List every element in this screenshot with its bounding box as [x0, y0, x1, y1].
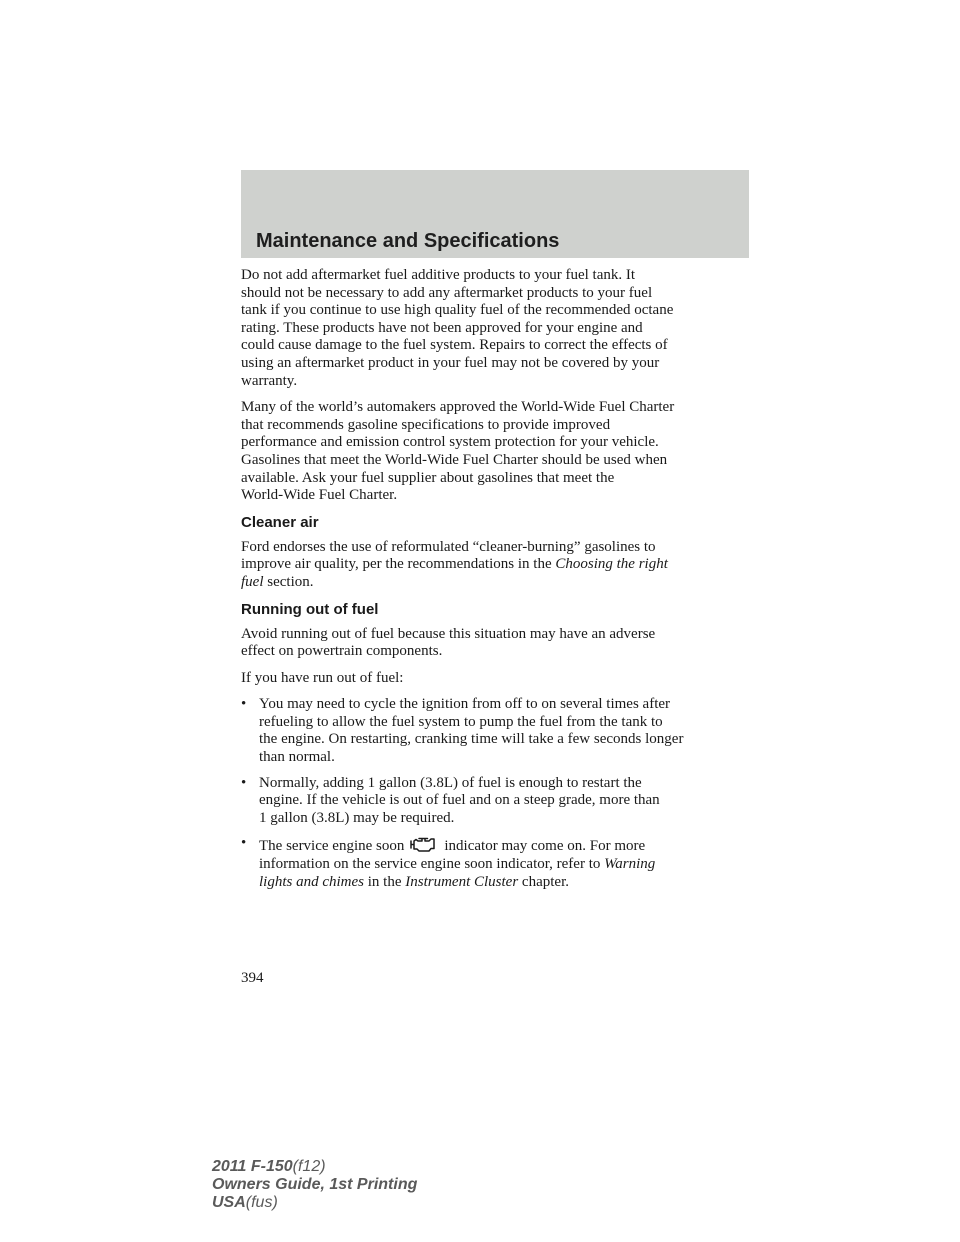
list-item	[241, 775, 749, 828]
text-line: performance and emission control system protection for your vehicle.	[241, 434, 659, 451]
footer-model: 2011 F-150	[212, 1158, 293, 1175]
text-fragment: in the	[364, 873, 406, 890]
page-body	[241, 267, 749, 899]
text-line: that recommends gasoline specifications to provide improved	[241, 416, 611, 433]
heading-running-out-of-fuel: Running out of fuel	[241, 600, 379, 618]
cross-reference: Choosing the right	[555, 556, 668, 573]
heading-cleaner-air: Cleaner air	[241, 513, 319, 531]
cross-reference: lights and chimes	[259, 873, 364, 890]
cross-reference: Instrument Cluster	[405, 873, 519, 890]
text-line: warranty.	[241, 372, 298, 389]
bullet-marker: •	[241, 696, 247, 713]
text-fragment: chapter.	[518, 873, 569, 890]
document-footer	[212, 1158, 417, 1212]
text-line: tank if you continue to use high quality fuel of the recommended octane	[241, 302, 674, 319]
text-line: You may need to cycle the ignition from off to on several times after	[259, 696, 671, 713]
text-line: the engine. On restarting, cranking time will take a few seconds longer	[259, 731, 684, 748]
bullet-list	[241, 696, 749, 891]
footer-model-code: (f12)	[292, 1158, 326, 1175]
text-line: Normally, adding 1 gallon (3.8L) of fuel is enough to restart the	[259, 774, 642, 791]
text-line: could cause damage to the fuel system. Repairs to correct the effects of	[241, 337, 668, 354]
cross-reference: Warning	[604, 856, 656, 873]
text-line: engine. If the vehicle is out of fuel and on a steep grade, more than	[259, 792, 660, 809]
text-line: Avoid running out of fuel because this situation may have an adverse	[241, 625, 656, 642]
list-item	[241, 835, 749, 891]
footer-region: USA	[212, 1194, 246, 1211]
text-line: Ford endorses the use of reformulated “cleaner-burning” gasolines to	[241, 538, 656, 555]
text-fragment: indicator may come on. For more	[444, 838, 646, 855]
text-line: refueling to allow the fuel system to pump the fuel from the tank to	[259, 713, 663, 730]
bullet-marker: •	[241, 774, 247, 791]
paragraph-running-out-lead: If you have run out of fuel:	[241, 669, 404, 686]
footer-line	[212, 1194, 417, 1212]
page-number: 394	[241, 970, 264, 986]
list-item	[241, 696, 749, 766]
footer-line	[212, 1158, 417, 1176]
text-line: than normal.	[259, 749, 335, 766]
text-line	[259, 856, 749, 874]
engine-icon	[408, 835, 438, 853]
text-line: 1 gallon (3.8L) may be required.	[259, 809, 455, 826]
paragraph-running-out-intro	[241, 626, 749, 661]
bullet-marker: •	[241, 835, 247, 852]
paragraph-fuel-additives	[241, 267, 749, 390]
text-line: effect on powertrain components.	[241, 643, 443, 660]
paragraph-cleaner-air	[241, 539, 749, 592]
text-fragment: section.	[263, 573, 314, 590]
text-fragment: The service engine soon	[259, 838, 405, 855]
text-fragment: information on the service engine soon indicator, refer to	[259, 856, 605, 873]
text-line: using an aftermarket product in your fuel may not be covered by your	[241, 354, 660, 371]
text-line: Do not add aftermarket fuel additive products to your fuel tank. It	[241, 267, 636, 283]
text-line	[259, 874, 749, 892]
text-line: rating. These products have not been approved for your engine and	[241, 319, 643, 336]
text-line: available. Ask your fuel supplier about gasolines that meet the	[241, 469, 615, 486]
text-line: Gasolines that meet the World-Wide Fuel Charter should be used when	[241, 451, 668, 468]
section-title: Maintenance and Specifications	[256, 230, 560, 252]
text-line	[241, 574, 749, 592]
text-line	[241, 556, 749, 574]
cross-reference: fuel	[241, 573, 264, 590]
text-line: Many of the world’s automakers approved the World-Wide Fuel Charter	[241, 399, 675, 416]
footer-region-code: (fus)	[245, 1194, 278, 1211]
footer-guide: Owners Guide, 1st Printing	[212, 1176, 418, 1193]
text-line: should not be necessary to add any aftermarket products to your fuel	[241, 284, 653, 301]
paragraph-fuel-charter	[241, 399, 749, 505]
text-line: World-Wide Fuel Charter.	[241, 487, 398, 504]
text-line	[259, 835, 749, 856]
footer-line	[212, 1176, 417, 1194]
text-fragment: improve air quality, per the recommendations in the	[241, 556, 556, 573]
